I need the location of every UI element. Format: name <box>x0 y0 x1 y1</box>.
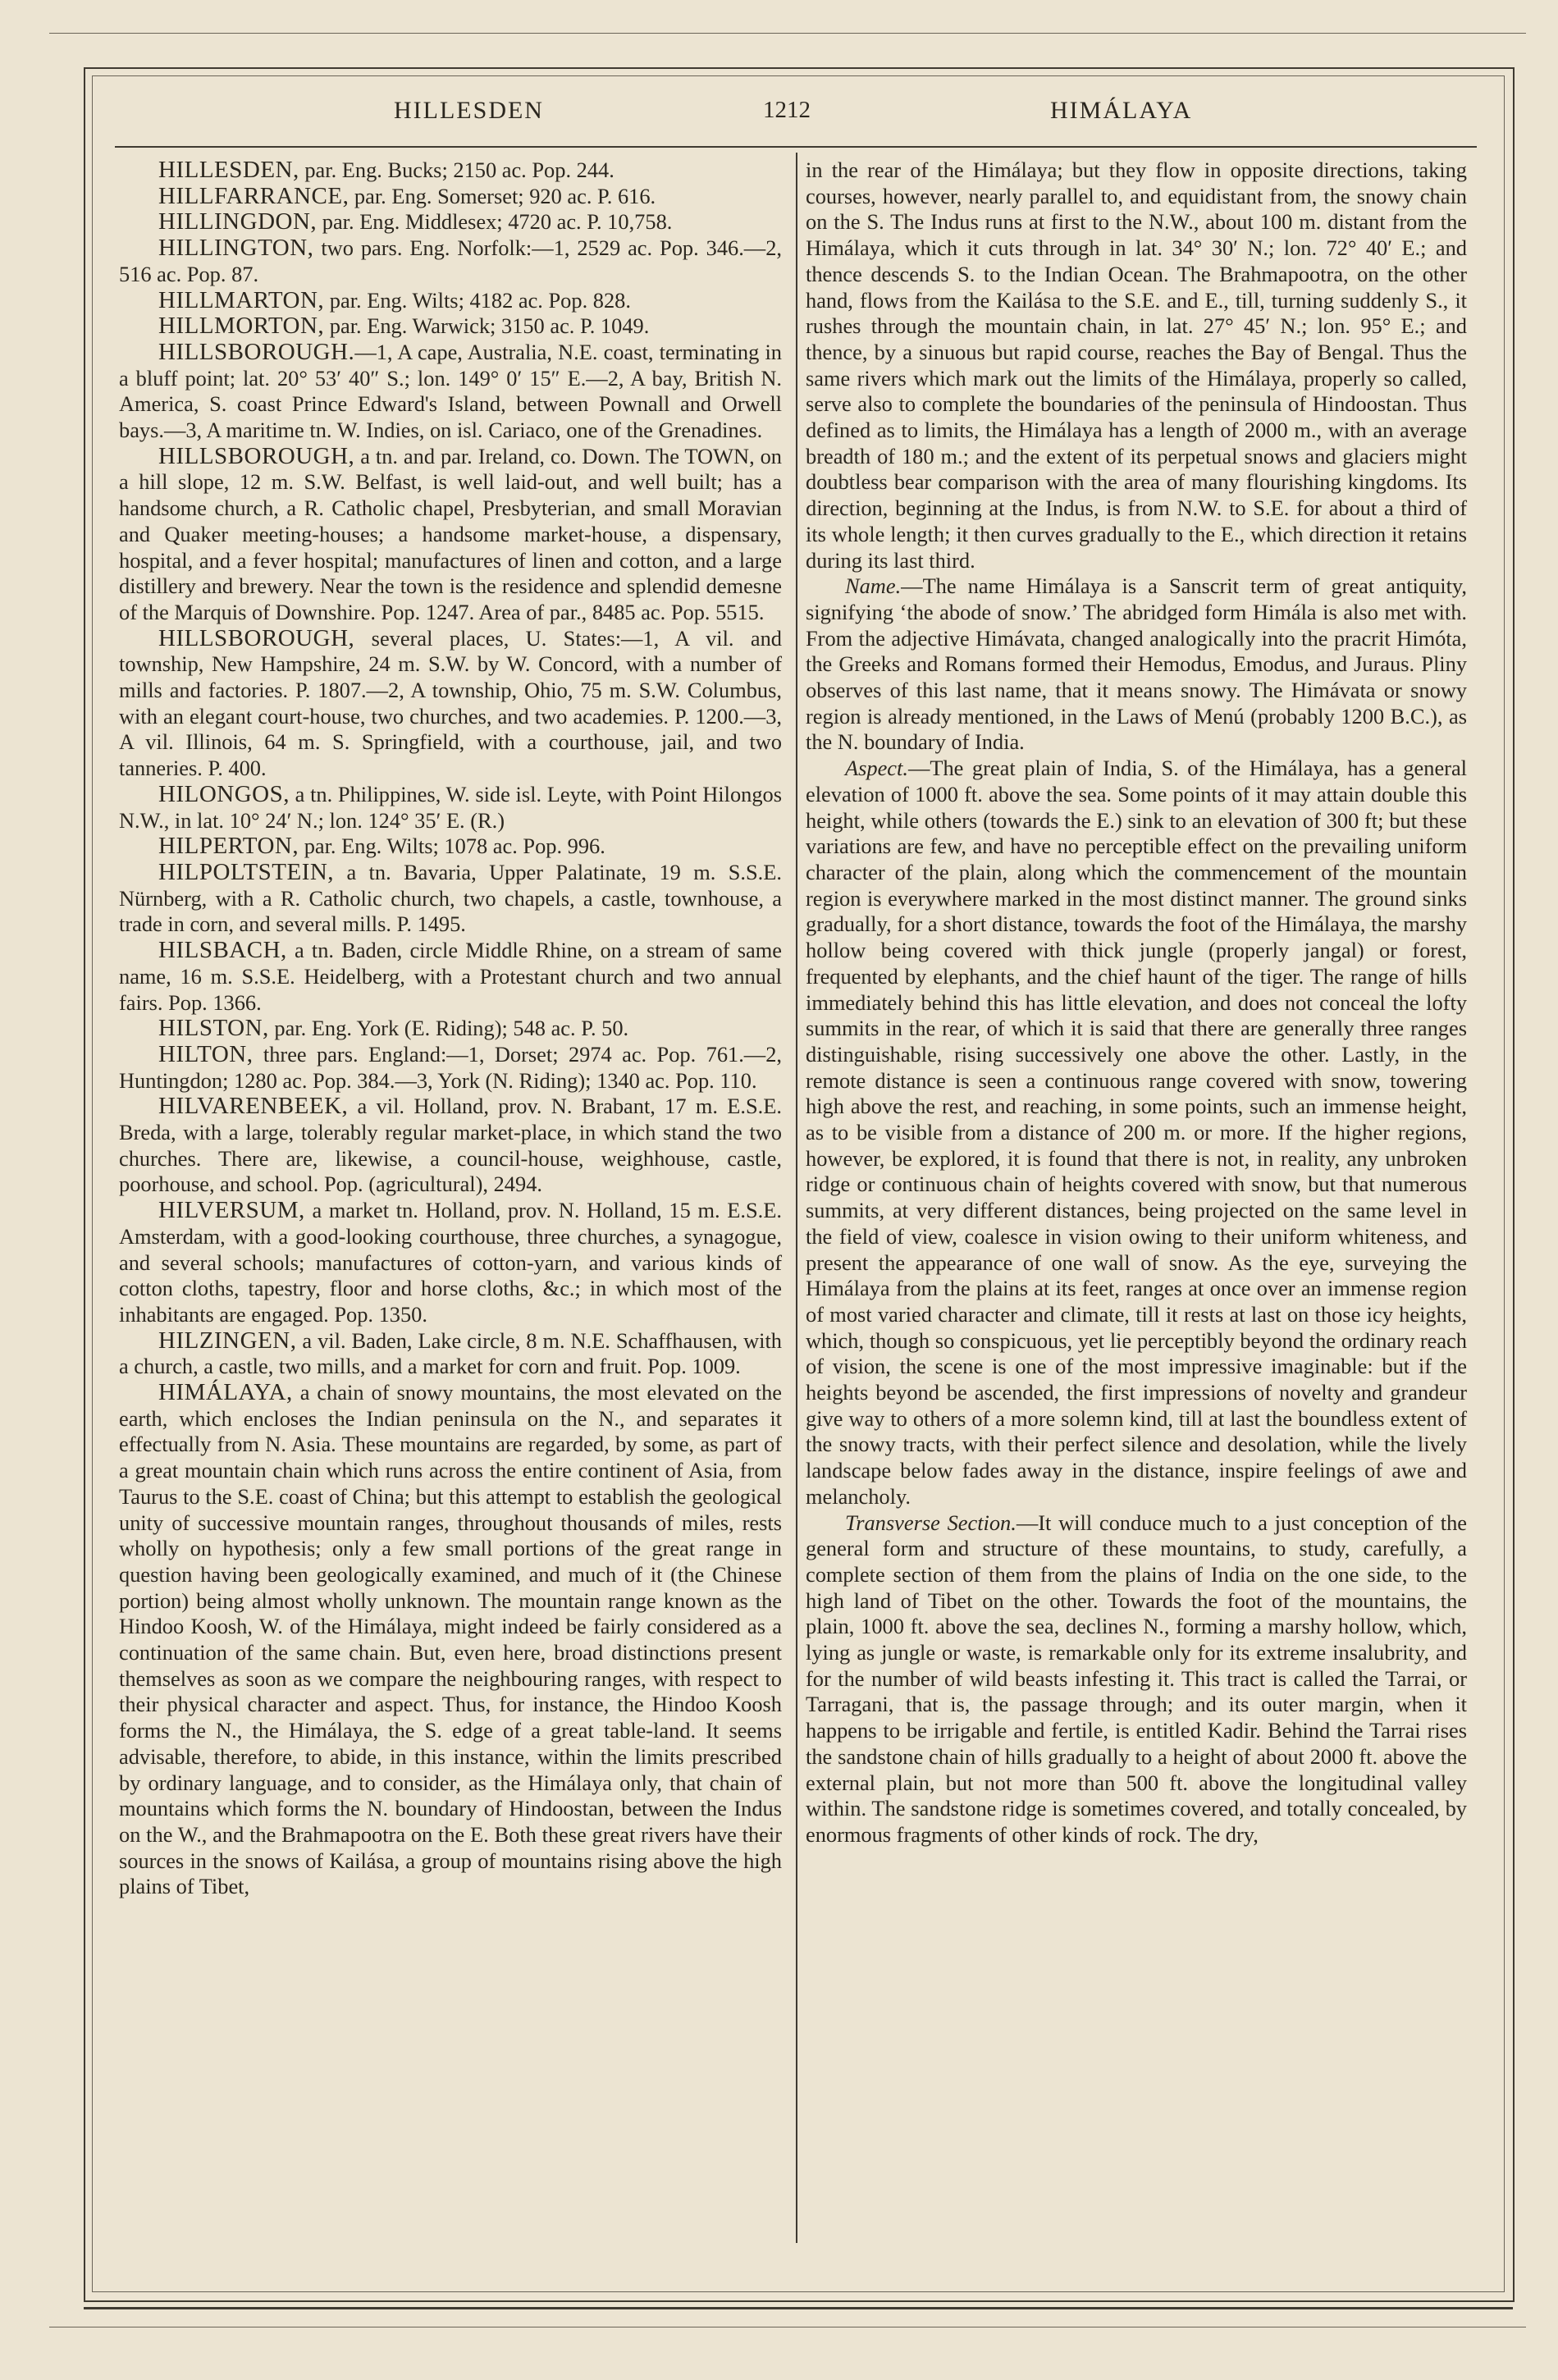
section-label: Name. <box>845 573 902 599</box>
gazetteer-entry <box>119 626 782 782</box>
column-divider <box>796 153 797 2243</box>
paragraph-text: in the rear of the Himálaya; but they flow in opposite directions, taking courses, however, nearly parallel to, and equidistant from, the snowy chain on the S. The Indus runs at first to the N.W., about 100 m. distant from the Himálaya, which it cuts through in lat. 34° 30′ N.; lon. 72° 40′ E.; and thence descends S. to the Indian Ocean. The Brahmapootra, on the other hand, flows from the Kailása to the S.E. and E., till, turning suddenly S., it rushes through the mountain chain, in lat. 27° 45′ N.; lon. 95° E.; and thence, by a sinuous but rapid course, reaches the Bay of Bengal. Thus the same rivers which mark out the limits of the Himálaya, properly so called, serve also to complete the boundaries of the peninsula of Hindoostan. Thus defined as to limits, the Himálaya has a length of 2000 m., with an average breadth of 180 m.; and the extent of its perpetual snows and glaciers might doubtless bear comparison with the area of many flourishing kingdoms. Its direction, beginning at the Indus, is from N.W. to S.E. for about a third of its whole length; it then curves gradually to the E., which direction it retains during its last third. <box>806 158 1467 573</box>
gazetteer-entry <box>119 184 782 210</box>
entry-text: a chain of snowy mountains, the most elevated on the earth, which encloses the Indian peninsula on the N., and separates it effectually from N. Asia. These mountains are regarded, by some, as part of a great mountain chain which runs across the entire continent of Asia, from Taurus to the S.E. coast of China; but this attempt to establish the geological unity of successive mountain ranges, throughout thousands of miles, rests wholly on hypothesis; only a few small portions of the great range in question having been geologically examined, and much of it (the Chinese portion) being almost wholly unknown. The mountain range known as the Hindoo Koosh, W. of the Himálaya, might indeed be fairly considered as a continuation of the same chain. But, even here, broad distinctions present themselves as soon as we compare the neighbouring ranges, with respect to their physical character and aspect. Thus, for instance, the Hindoo Koosh forms the N., the Himálaya, the S. edge of a great table-land. It seems advisable, therefore, to abide, in this instance, within the limits prescribed by ordinary language, and to consider, as the Himálaya only, that chain of mountains which forms the N. boundary of Hindoostan, between the Indus on the W., and the Brahmapootra on the E. Both these great rivers have their sources in the snows of Kailása, a group of mountains rising above the high plains of Tibet, <box>119 1380 782 1899</box>
gazetteer-entry <box>119 1042 782 1094</box>
entry-text: a tn. and par. Ireland, co. Down. The TOWN, on a hill slope, 12 m. S.W. Belfast, is well laid-out, and well built; has a handsome church, a R. Catholic chapel, Presbyterian, and small Moravian and Quaker meeting-houses; a handsome market-house, a dispensary, hospital, and a fever hospital; manufactures of linen and cotton, and a large distillery and brewery. Near the town is the residence and splendid demesne of the Marquis of Downshire. Pop. 1247. Area of par., 8485 ac. Pop. 5515. <box>119 443 782 624</box>
gazetteer-entry <box>119 209 782 235</box>
gazetteer-entry <box>119 782 782 834</box>
top-rule <box>49 33 1526 34</box>
entry-headword: HIMÁLAYA, <box>158 1379 293 1406</box>
entry-headword: HILLINGTON, <box>158 235 314 262</box>
article-paragraph <box>806 1510 1467 1848</box>
gazetteer-entry <box>119 860 782 938</box>
entry-text: par. Eng. York (E. Riding); 548 ac. P. 50. <box>268 1016 629 1041</box>
entry-headword: HILONGOS, <box>158 780 290 807</box>
entry-headword: HILLSBOROUGH, <box>158 442 355 469</box>
left-column <box>119 158 782 1900</box>
entry-text: par. Eng. Wilts; 1078 ac. Pop. 996. <box>299 834 605 859</box>
page-number: 1212 <box>763 97 811 123</box>
paragraph-text: —The great plain of India, S. of the Himálaya, has a general elevation of 1000 ft. above the sea. Some points of it may attain double this height, while others (towards the E.) sink to an elevation of 300 ft; but these variations are few, and have no perceptible effect on the prevailing uniform character of the plain, along which the commencement of the mountain region is everywhere marked in the most distinct manner. The ground sinks gradually, for a short distance, towards the foot of the Himálaya, the marshy hollow being covered with thick jungle (properly jangal) or forest, frequented by elephants, and the chief haunt of the tiger. The range of hills immediately behind this has little elevation, and does not conceal the lofty summits in the rear, of which it is said that there are generally three ranges distinguishable, rising successively one above the other. Lastly, in the remote distance is seen a continuous range covered with snow, towering high above the rest, and reaching, in some points, such an immense height, as to be visible from a distance of 200 m. or more. If the higher regions, however, be explored, it is found that there is not, in reality, any unbroken ridge or continuous chain of heights covered with snow, but that numerous summits, at very different distances, being projected on the same level in the field of view, coalesce in vision owing to their uniform whiteness, and present the appearance of one wall of snow. As the eye, surveying the Himálaya from the plains at its feet, ranges at once over an immense region of most varied character and climate, till it rests at last on those icy heights, which, though so conspicuous, yet lie perceptibly beyond the ordinary reach of vision, the scene is one of the most impressive imaginable: but if the heights beyond be ascended, the first impressions of novelty and grandeur give way to others of a more solemn kind, till at last the boundless extent of the snowy tracts, with their perfect silence and desolation, while the lively landscape below fades away in the distance, inspire feelings of awe and melancholy. <box>806 756 1467 1509</box>
entry-text: par. Eng. Somerset; 920 ac. P. 616. <box>349 183 656 208</box>
gazetteer-entry <box>119 288 782 314</box>
entry-headword: HILLMARTON, <box>158 286 325 313</box>
entry-headword: HILTON, <box>158 1040 254 1067</box>
entry-text: a tn. Bavaria, Upper Palatinate, 19 m. S.S.E. Nürnberg, with a R. Catholic church, two chapels, a castle, townhouse, a trade in corn, and several mills. P. 1495. <box>119 859 782 937</box>
bottom-rule <box>84 2307 1513 2309</box>
article-paragraph <box>806 158 1467 573</box>
gazetteer-entry <box>119 1380 782 1900</box>
entry-text: par. Eng. Middlesex; 4720 ac. P. 10,758. <box>317 209 673 235</box>
entry-text: a market tn. Holland, prov. N. Holland, 15 m. E.S.E. Amsterdam, with a good-looking courthouse, three churches, a synagogue, and several schools; manufactures of cotton-yarn, and various kinds of cotton cloths, tapestry, floor and horse cloths, &c.; in which most of the inhabitants are engaged. Pop. 1350. <box>119 1198 782 1327</box>
entry-headword: HILPOLTSTEIN, <box>158 858 335 885</box>
gazetteer-entry <box>119 1016 782 1042</box>
running-head-right: HIMÁLAYA <box>1050 97 1193 124</box>
section-label: Transverse Section. <box>845 1510 1017 1535</box>
entry-text: par. Eng. Wilts; 4182 ac. Pop. 828. <box>324 287 631 313</box>
right-column <box>806 158 1467 1848</box>
entry-headword: HILPERTON, <box>158 833 299 860</box>
entry-text: —1, A cape, Australia, N.E. coast, terminating in a bluff point; lat. 20° 53′ 40″ S.; lon. 149° 0′ 15″ E.—2, A bay, British N. America, S. coast Prince Edward's Island, between Pownall and Orwell bays.—3, A maritime tn. W. Indies, on isl. Cariaco, one of the Grenadines. <box>119 339 782 443</box>
paragraph-text: —The name Himálaya is a Sanscrit term of great antiquity, signifying ‘the abode of snow.’ The abridged form Himála is also met with. From the adjective Himávata, changed analogically into the pracrit Himóta, the Greeks and Romans formed their Hemodus, Emodus, and Juraus. Pliny observes of this last name, that it means snowy. The Himávata or snowy region is already mentioned, in the Laws of Menú (probably 1200 B.C.), as the N. boundary of India. <box>806 573 1467 755</box>
entry-headword: HILSBACH, <box>158 937 287 964</box>
entry-headword: HILSTON, <box>158 1015 269 1042</box>
running-head-left: HILLESDEN <box>394 97 544 124</box>
entry-text: two pars. Eng. Norfolk:—1, 2529 ac. Pop. 346.—2, 516 ac. Pop. 87. <box>119 235 782 286</box>
entry-headword: HILLESDEN, <box>158 157 299 183</box>
gazetteer-entry <box>119 1094 782 1198</box>
article-paragraph <box>806 573 1467 756</box>
gazetteer-entry <box>119 444 782 626</box>
entry-headword: HILZINGEN, <box>158 1327 297 1354</box>
entry-headword: HILLSBOROUGH. <box>158 338 355 365</box>
header-rule <box>115 146 1477 148</box>
paragraph-text: —It will conduce much to a just conception of the general form and structure of these mountains, to study, carefully, a complete section of them from the plains of India on the one side, to the high land of Tibet on the other. Towards the foot of the mountains, the plain, 1000 ft. above the sea, declines N., forming a marshy hollow, which, lying as jungle or waste, is remarkable only for its extreme insalubrity, and for the number of wild beasts infesting it. This tract is called the Tarrai, or Tarragani, that is, the passage through; and its outer margin, when it happens to be irrigable and fertile, is entitled Kadir. Behind the Tarrai rises the sandstone chain of hills gradually to a height of about 2000 ft. above the external plain, but not more than 500 ft. above the longitudinal valley within. The sandstone ridge is sometimes covered, and totally concealed, by enormous fragments of other kinds of rock. The dry, <box>806 1510 1467 1847</box>
gazetteer-entry <box>119 313 782 340</box>
entry-headword: HILLMORTON, <box>158 313 325 340</box>
entry-text: par. Eng. Warwick; 3150 ac. P. 1049. <box>324 313 650 339</box>
gazetteer-entry <box>119 340 782 444</box>
entry-headword: HILLSBOROUGH, <box>158 624 355 651</box>
entry-text: a vil. Baden, Lake circle, 8 m. N.E. Schaffhausen, with a church, a castle, two mills, and a market for corn and fruit. Pop. 1009. <box>119 1327 782 1379</box>
entry-headword: HILVARENBEEK, <box>158 1093 349 1120</box>
gazetteer-entry <box>119 158 782 184</box>
running-head <box>115 97 1477 133</box>
gazetteer-entry <box>119 1198 782 1328</box>
gazetteer-entry <box>119 1328 782 1380</box>
entry-text: a vil. Holland, prov. N. Brabant, 17 m. E.S.E. Breda, with a large, tolerably regular market-place, in which stand the two churches. There are, likewise, a council-house, weighhouse, castle, poorhouse, and school. Pop. (agricultural), 2494. <box>119 1094 782 1197</box>
entry-text: a tn. Philippines, W. side isl. Leyte, with Point Hilongos N.W., in lat. 10° 24′ N.; lon. 124° 35′ E. (R.) <box>119 781 782 833</box>
gazetteer-entry <box>119 235 782 287</box>
entry-headword: HILVERSUM, <box>158 1197 305 1224</box>
entry-headword: HILLINGDON, <box>158 208 318 235</box>
entry-headword: HILLFARRANCE, <box>158 182 350 209</box>
article-paragraph <box>806 756 1467 1510</box>
entry-text: three pars. England:—1, Dorset; 2974 ac. Pop. 761.—2, Huntingdon; 1280 ac. Pop. 384.—3, York (N. Riding); 1340 ac. Pop. 110. <box>119 1041 782 1093</box>
entry-text: several places, U. States:—1, A vil. and township, New Hampshire, 24 m. S.W. by W. Concord, with a number of mills and factories. P. 1807.—2, A township, Ohio, 75 m. S.W. Columbus, with an elegant court-house, two churches, and two academies. P. 1200.—3, A vil. Illinois, 64 m. S. Springfield, with a courthouse, jail, and two tanneries. P. 400. <box>119 625 782 781</box>
gazetteer-entry <box>119 834 782 860</box>
section-label: Aspect. <box>845 756 908 781</box>
entry-text: a tn. Baden, circle Middle Rhine, on a stream of same name, 16 m. S.S.E. Heidelberg, with a Protestant church and two annual fairs. Pop. 1366. <box>119 938 782 1015</box>
entry-text: par. Eng. Bucks; 2150 ac. Pop. 244. <box>299 158 615 182</box>
gazetteer-entry <box>119 938 782 1016</box>
